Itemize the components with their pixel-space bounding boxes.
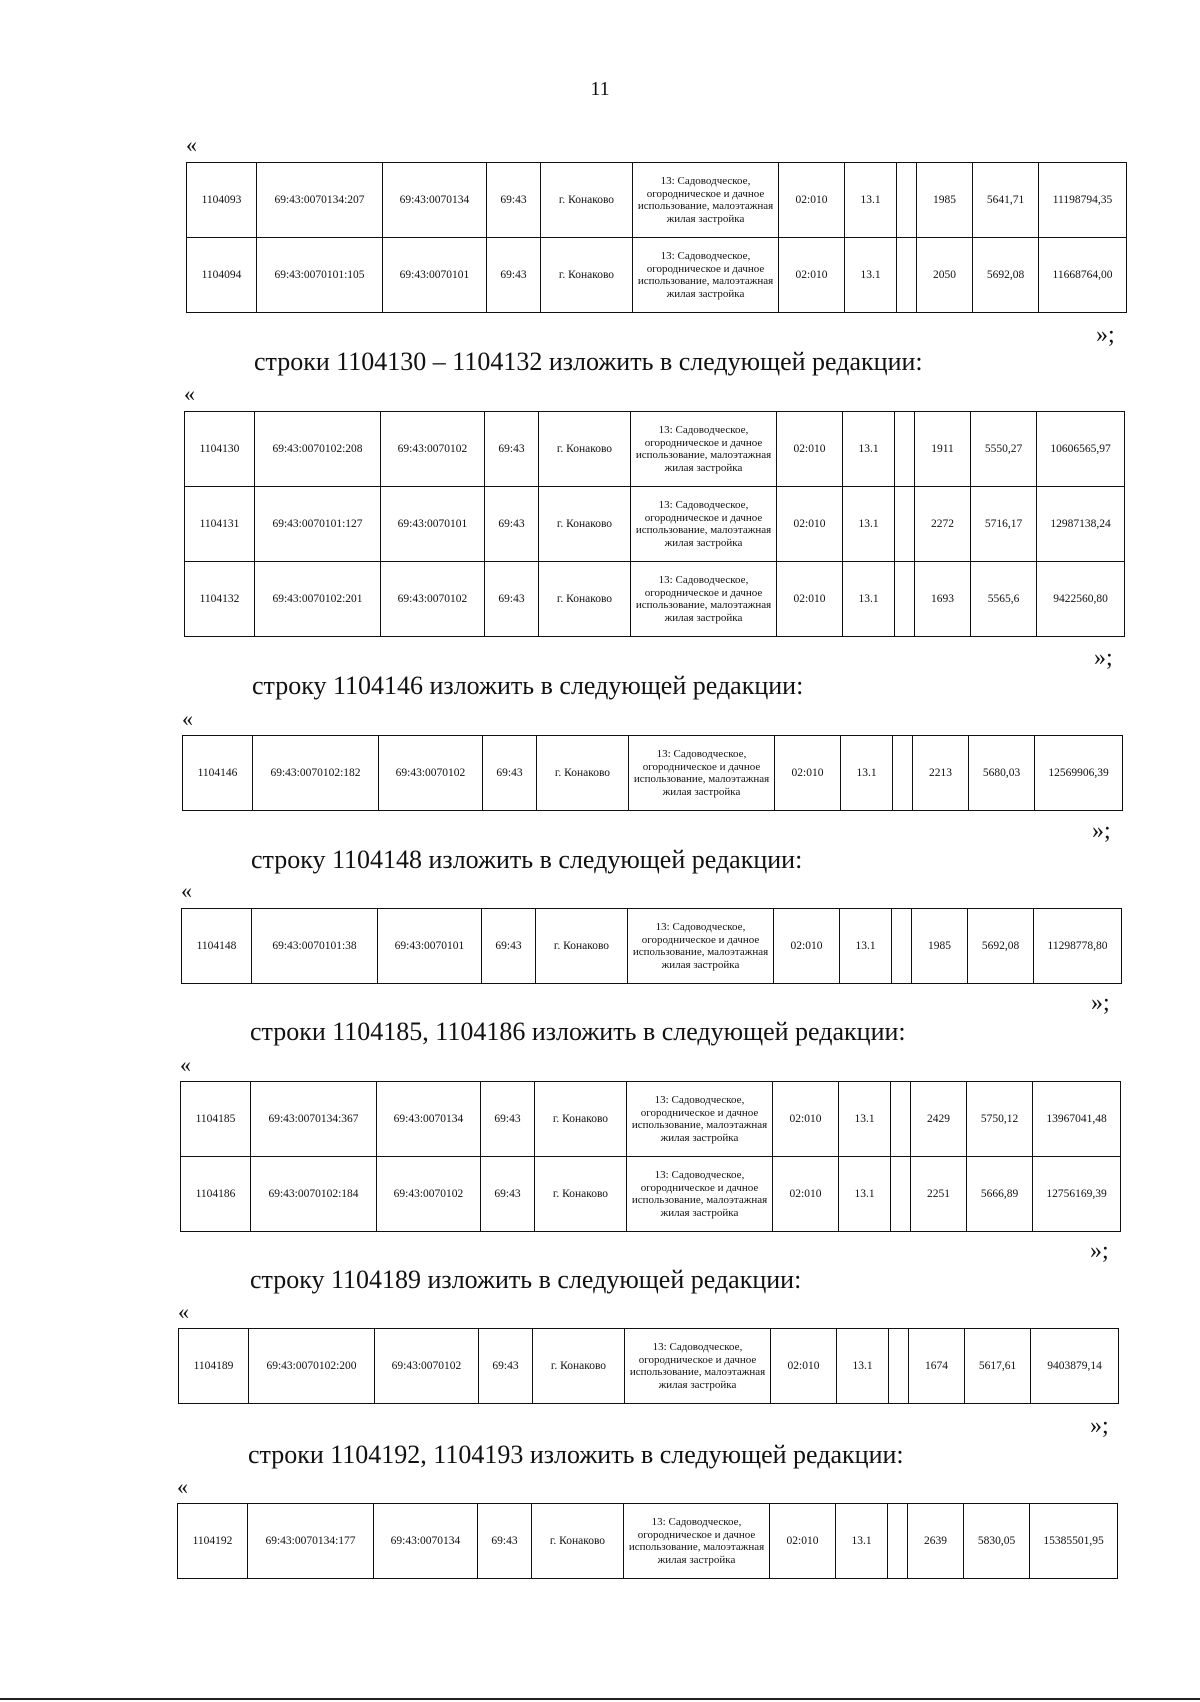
quote-close: »; <box>1090 1238 1109 1264</box>
quote-close: »; <box>1092 818 1111 844</box>
cell-area: 2639 <box>908 1504 964 1579</box>
cell-empty-cell <box>893 736 913 811</box>
cell-empty-cell <box>889 1329 909 1404</box>
table-section-3 <box>181 908 1122 984</box>
cell-cadastral-value: 11298778,80 <box>1034 909 1122 984</box>
cell-row-number: 1104131 <box>185 487 255 562</box>
cell-locality: г. Конаково <box>539 562 631 637</box>
cell-cadastral-value: 15385501,95 <box>1030 1504 1118 1579</box>
cell-row-number: 1104192 <box>178 1504 248 1579</box>
cell-locality: г. Конаково <box>535 1157 627 1232</box>
section-heading: строку 1104189 изложить в следующей редакции: <box>250 1265 802 1294</box>
cell-cadastral-value: 9422560,80 <box>1037 562 1125 637</box>
cell-zone-code: 02:010 <box>770 1504 836 1579</box>
cell-cadastral-quarter: 69:43:0070102 <box>381 412 485 487</box>
cell-locality: г. Конаково <box>539 412 631 487</box>
cell-specific-value: 5550,27 <box>971 412 1037 487</box>
cell-area: 2251 <box>911 1157 967 1232</box>
cell-locality: г. Конаково <box>533 1329 625 1404</box>
cell-empty-cell <box>892 909 912 984</box>
cell-cadastral-district: 69:43 <box>485 562 539 637</box>
cell-area: 1911 <box>915 412 971 487</box>
cell-row-number: 1104185 <box>181 1082 251 1157</box>
cell-cadastral-number: 69:43:0070102:201 <box>255 562 381 637</box>
cell-specific-value: 5666,89 <box>967 1157 1033 1232</box>
quote-close: »; <box>1094 645 1113 671</box>
cell-cadastral-number: 69:43:0070102:200 <box>249 1329 375 1404</box>
cell-cadastral-value: 13967041,48 <box>1033 1082 1121 1157</box>
quote-open: « <box>186 132 197 157</box>
cell-cadastral-district: 69:43 <box>482 909 536 984</box>
cell-cadastral-district: 69:43 <box>487 238 541 313</box>
page-number: 11 <box>590 78 610 100</box>
cell-cadastral-district: 69:43 <box>481 1082 535 1157</box>
cell-land-use-purpose: 13: Садоводческое, огородническое и дачное использование, малоэтажная жилая застройка <box>629 736 775 811</box>
cell-land-use-purpose: 13: Садоводческое, огородническое и дачное использование, малоэтажная жилая застройка <box>631 487 777 562</box>
cell-cadastral-district: 69:43 <box>485 412 539 487</box>
cell-specific-value: 5680,03 <box>969 736 1035 811</box>
cell-cadastral-number: 69:43:0070134:367 <box>251 1082 377 1157</box>
cell-cadastral-district: 69:43 <box>478 1504 532 1579</box>
cell-cadastral-number: 69:43:0070134:207 <box>257 163 383 238</box>
cell-land-use-purpose: 13: Садоводческое, огородническое и дачное использование, малоэтажная жилая застройка <box>628 909 774 984</box>
cell-empty-cell <box>888 1504 908 1579</box>
cell-row-number: 1104094 <box>187 238 257 313</box>
cell-cadastral-district: 69:43 <box>487 163 541 238</box>
section-heading: строки 1104185, 1104186 изложить в следующей редакции: <box>250 1017 906 1046</box>
cell-empty-cell <box>891 1082 911 1157</box>
cell-cadastral-value: 12569906,39 <box>1035 736 1123 811</box>
cell-locality: г. Конаково <box>541 238 633 313</box>
cell-land-use-purpose: 13: Садоводческое, огородническое и дачное использование, малоэтажная жилая застройка <box>624 1504 770 1579</box>
quote-open: « <box>182 706 193 731</box>
quote-close: »; <box>1090 1413 1109 1439</box>
cell-area: 1674 <box>909 1329 965 1404</box>
cell-row-number: 1104186 <box>181 1157 251 1232</box>
cell-empty-cell <box>891 1157 911 1232</box>
cell-group-code: 13.1 <box>840 909 892 984</box>
table-section-1 <box>184 411 1125 637</box>
table-row <box>183 736 1123 811</box>
cell-area: 1985 <box>912 909 968 984</box>
table-row <box>182 909 1122 984</box>
cell-row-number: 1104148 <box>182 909 252 984</box>
table-row <box>185 412 1125 487</box>
cell-empty-cell <box>895 412 915 487</box>
cell-empty-cell <box>895 562 915 637</box>
cell-zone-code: 02:010 <box>777 412 843 487</box>
cell-zone-code: 02:010 <box>773 1082 839 1157</box>
cell-area: 1985 <box>917 163 973 238</box>
cell-cadastral-district: 69:43 <box>479 1329 533 1404</box>
cell-group-code: 13.1 <box>845 163 897 238</box>
table-section-4 <box>180 1081 1121 1232</box>
cell-area: 1693 <box>915 562 971 637</box>
scan-edge-line <box>0 1698 1200 1700</box>
quote-close: »; <box>1091 990 1110 1016</box>
table-row <box>179 1329 1119 1404</box>
cell-zone-code: 02:010 <box>779 163 845 238</box>
cell-specific-value: 5750,12 <box>967 1082 1033 1157</box>
quote-open: « <box>178 1299 189 1324</box>
cell-row-number: 1104132 <box>185 562 255 637</box>
cell-land-use-purpose: 13: Садоводческое, огородническое и дачное использование, малоэтажная жилая застройка <box>631 412 777 487</box>
table-section-6 <box>177 1503 1118 1579</box>
cell-land-use-purpose: 13: Садоводческое, огородническое и дачное использование, малоэтажная жилая застройка <box>625 1329 771 1404</box>
cell-group-code: 13.1 <box>837 1329 889 1404</box>
cell-cadastral-value: 9403879,14 <box>1031 1329 1119 1404</box>
cell-group-code: 13.1 <box>845 238 897 313</box>
section-heading: строку 1104148 изложить в следующей редакции: <box>251 845 803 874</box>
cell-zone-code: 02:010 <box>779 238 845 313</box>
cell-cadastral-quarter: 69:43:0070134 <box>383 163 487 238</box>
cell-cadastral-number: 69:43:0070102:184 <box>251 1157 377 1232</box>
cell-empty-cell <box>897 238 917 313</box>
cell-cadastral-number: 69:43:0070102:208 <box>255 412 381 487</box>
cell-area: 2272 <box>915 487 971 562</box>
cell-land-use-purpose: 13: Садоводческое, огородническое и дачное использование, малоэтажная жилая застройка <box>627 1157 773 1232</box>
cell-locality: г. Конаково <box>539 487 631 562</box>
cell-group-code: 13.1 <box>843 562 895 637</box>
table-row <box>185 562 1125 637</box>
table-section-0 <box>186 162 1127 313</box>
cell-cadastral-value: 12987138,24 <box>1037 487 1125 562</box>
cell-land-use-purpose: 13: Садоводческое, огородническое и дачное использование, малоэтажная жилая застройка <box>631 562 777 637</box>
cell-group-code: 13.1 <box>836 1504 888 1579</box>
cell-zone-code: 02:010 <box>777 487 843 562</box>
cell-cadastral-quarter: 69:43:0070101 <box>383 238 487 313</box>
table-row <box>185 487 1125 562</box>
cell-specific-value: 5565,6 <box>971 562 1037 637</box>
cell-zone-code: 02:010 <box>771 1329 837 1404</box>
cell-group-code: 13.1 <box>843 412 895 487</box>
cell-cadastral-value: 10606565,97 <box>1037 412 1125 487</box>
section-heading: строки 1104192, 1104193 изложить в следующей редакции: <box>248 1440 904 1469</box>
cell-locality: г. Конаково <box>536 909 628 984</box>
cell-area: 2050 <box>917 238 973 313</box>
cell-zone-code: 02:010 <box>773 1157 839 1232</box>
cell-cadastral-number: 69:43:0070102:182 <box>253 736 379 811</box>
cell-row-number: 1104130 <box>185 412 255 487</box>
cell-row-number: 1104093 <box>187 163 257 238</box>
cell-specific-value: 5641,71 <box>973 163 1039 238</box>
cell-cadastral-number: 69:43:0070101:105 <box>257 238 383 313</box>
cell-locality: г. Конаково <box>537 736 629 811</box>
table-section-5 <box>178 1328 1119 1404</box>
cell-specific-value: 5692,08 <box>968 909 1034 984</box>
cell-cadastral-quarter: 69:43:0070134 <box>374 1504 478 1579</box>
cell-cadastral-district: 69:43 <box>483 736 537 811</box>
cell-cadastral-number: 69:43:0070101:127 <box>255 487 381 562</box>
cell-specific-value: 5692,08 <box>973 238 1039 313</box>
cell-cadastral-value: 12756169,39 <box>1033 1157 1121 1232</box>
cell-specific-value: 5716,17 <box>971 487 1037 562</box>
quote-open: « <box>184 381 195 406</box>
cell-land-use-purpose: 13: Садоводческое, огородническое и дачное использование, малоэтажная жилая застройка <box>633 163 779 238</box>
cell-cadastral-value: 11198794,35 <box>1039 163 1127 238</box>
cell-area: 2429 <box>911 1082 967 1157</box>
table-row <box>187 238 1127 313</box>
section-heading: строки 1104130 – 1104132 изложить в следующей редакции: <box>254 347 923 376</box>
table-row <box>181 1082 1121 1157</box>
cell-zone-code: 02:010 <box>777 562 843 637</box>
cell-cadastral-number: 69:43:0070101:38 <box>252 909 378 984</box>
cell-row-number: 1104189 <box>179 1329 249 1404</box>
cell-locality: г. Конаково <box>532 1504 624 1579</box>
cell-group-code: 13.1 <box>843 487 895 562</box>
cell-area: 2213 <box>913 736 969 811</box>
table-section-2 <box>182 735 1123 811</box>
cell-empty-cell <box>897 163 917 238</box>
quote-open: « <box>180 1052 191 1077</box>
cell-cadastral-quarter: 69:43:0070101 <box>381 487 485 562</box>
quote-open: « <box>181 878 192 903</box>
cell-cadastral-district: 69:43 <box>481 1157 535 1232</box>
cell-group-code: 13.1 <box>841 736 893 811</box>
cell-locality: г. Конаково <box>535 1082 627 1157</box>
table-row <box>187 163 1127 238</box>
quote-close: »; <box>1096 322 1115 348</box>
quote-open: « <box>177 1474 188 1499</box>
cell-cadastral-quarter: 69:43:0070102 <box>381 562 485 637</box>
cell-cadastral-value: 11668764,00 <box>1039 238 1127 313</box>
cell-specific-value: 5617,61 <box>965 1329 1031 1404</box>
cell-cadastral-quarter: 69:43:0070101 <box>378 909 482 984</box>
cell-group-code: 13.1 <box>839 1157 891 1232</box>
cell-row-number: 1104146 <box>183 736 253 811</box>
table-row <box>178 1504 1118 1579</box>
cell-zone-code: 02:010 <box>774 909 840 984</box>
cell-land-use-purpose: 13: Садоводческое, огородническое и дачное использование, малоэтажная жилая застройка <box>627 1082 773 1157</box>
cell-land-use-purpose: 13: Садоводческое, огородническое и дачное использование, малоэтажная жилая застройка <box>633 238 779 313</box>
cell-cadastral-number: 69:43:0070134:177 <box>248 1504 374 1579</box>
cell-cadastral-quarter: 69:43:0070102 <box>379 736 483 811</box>
cell-locality: г. Конаково <box>541 163 633 238</box>
cell-group-code: 13.1 <box>839 1082 891 1157</box>
cell-zone-code: 02:010 <box>775 736 841 811</box>
table-row <box>181 1157 1121 1232</box>
cell-cadastral-quarter: 69:43:0070102 <box>375 1329 479 1404</box>
cell-cadastral-quarter: 69:43:0070134 <box>377 1082 481 1157</box>
cell-specific-value: 5830,05 <box>964 1504 1030 1579</box>
section-heading: строку 1104146 изложить в следующей редакции: <box>252 671 804 700</box>
cell-cadastral-district: 69:43 <box>485 487 539 562</box>
cell-empty-cell <box>895 487 915 562</box>
cell-cadastral-quarter: 69:43:0070102 <box>377 1157 481 1232</box>
